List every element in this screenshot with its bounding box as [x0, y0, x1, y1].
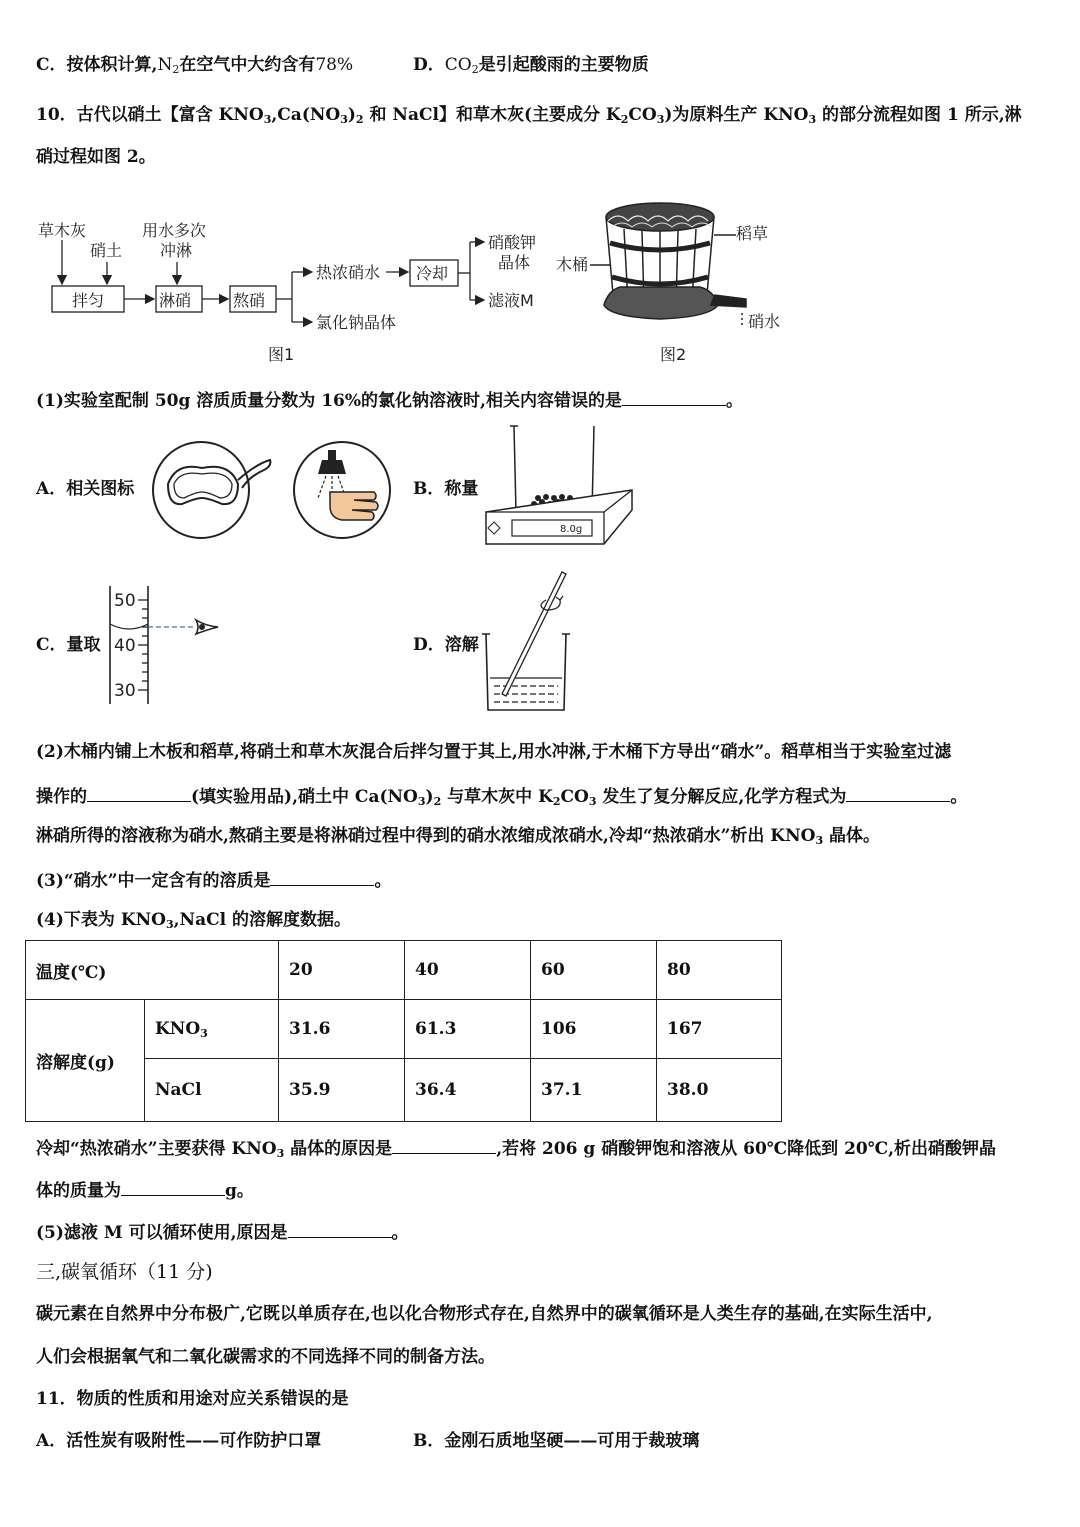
- label-kno3-2: 晶体: [498, 253, 531, 272]
- solubility-header: 溶解度(g): [26, 1000, 145, 1122]
- q11-stem: 11．物质的性质和用途对应关系错误的是: [36, 1389, 349, 1409]
- q10-part4: (4)下表为 $KNO_3,NaCl$ 的溶解度数据。: [36, 910, 352, 931]
- q10-1-option-c: C．量取: [36, 635, 101, 655]
- balance-reading: 8.0g: [560, 524, 583, 535]
- cylinder-mark-40: 40: [114, 636, 136, 656]
- section-3-intro-1: 碳元素在自然界中分布极广,它既以单质存在,也以化合物形式存在,自然界中的碳氧循环是人类生存的基础,在实际生活中,: [36, 1304, 933, 1324]
- temp-60: 60: [531, 941, 657, 1000]
- label-bucket: 木桶: [556, 255, 589, 274]
- label-hot-solution: 热浓硝水: [316, 263, 381, 282]
- q11-option-a: A．活性炭有吸附性——可作防护口罩: [36, 1431, 322, 1451]
- q10-intro-line2: 硝过程如图 2。: [36, 147, 156, 167]
- measuring-cylinder-figure: [100, 582, 230, 707]
- figure-1-caption: 图1: [268, 345, 295, 364]
- kno3-60: 106: [531, 1000, 657, 1059]
- label-ash: 草木灰: [38, 221, 87, 240]
- label-cool: 冷却: [416, 264, 449, 283]
- q11-option-b: B．金刚石质地坚硬——可用于裁玻璃: [413, 1431, 700, 1451]
- q10-part2-line3: 淋硝所得的溶液称为硝水,熬硝主要是将淋硝过程中得到的硝水浓缩成浓硝水,冷却“热浓硝水”析出 $KNO_3$ 晶体。: [36, 826, 881, 847]
- temp-header: 温度(℃): [26, 941, 279, 1000]
- q10-intro-line1: 10．古代以硝土【富含 $KNO_3,Ca(NO_3)_2$ 和 NaCl】和草木灰(主要成分 $K_2CO_3$)为原料生产 $KNO_3$ 的部分流程如图 1 所示,淋: [36, 105, 1022, 126]
- label-water-1: 用水多次: [142, 221, 207, 240]
- section-3-intro-2: 人们会根据氧气和二氧化碳需求的不同选择不同的制备方法。: [36, 1347, 495, 1367]
- q10-part5: (5)滤液 M 可以循环使用,原因是 。: [36, 1219, 409, 1244]
- goggles-icon: [146, 440, 276, 540]
- section-3-title: 三,碳氧循环（11 分): [36, 1261, 213, 1283]
- kno3-80: 167: [657, 1000, 782, 1059]
- label-nitre-water: 硝水: [748, 312, 781, 331]
- q10-part4-line2: 体的质量为 g。: [36, 1177, 254, 1202]
- q9-option-d: D．$CO_2$是引起酸雨的主要物质: [413, 55, 649, 76]
- nacl-60: 37.1: [531, 1059, 657, 1122]
- q10-1-option-d: D．溶解: [413, 635, 479, 655]
- cylinder-mark-30: 30: [114, 681, 136, 701]
- q10-1-option-b: B．称量: [413, 479, 479, 499]
- label-leach: 淋硝: [159, 291, 192, 310]
- label-mix: 拌匀: [72, 291, 105, 310]
- label-nacl-crystal: 氯化钠晶体: [316, 313, 397, 332]
- q9-option-c: C．按体积计算$,N_2$在空气中大约含有78%: [36, 55, 354, 76]
- q10-part4-line1: 冷却“热浓硝水”主要获得 $KNO_3$ 晶体的原因是 ,若将 206 g 硝酸钾饱和溶液从 60℃降低到 20℃,析出硝酸钾晶: [36, 1135, 996, 1160]
- q10-part2-line1: (2)木桶内铺上木板和稻草,将硝土和草木灰混合后拌匀置于其上,用水冲淋,于木桶下方导出“硝水”。稻草相当于实验室过滤: [36, 742, 952, 762]
- figure-1-flowchart: [30, 210, 590, 370]
- nacl-20: 35.9: [279, 1059, 405, 1122]
- temp-40: 40: [405, 941, 531, 1000]
- figure-2-bucket: [550, 195, 810, 370]
- beaker-stirring-figure: [476, 570, 576, 715]
- nacl-80: 38.0: [657, 1059, 782, 1122]
- temp-80: 80: [657, 941, 782, 1000]
- label-soil: 硝土: [90, 241, 123, 260]
- table-row: [26, 941, 782, 1000]
- kno3-20: 31.6: [279, 1000, 405, 1059]
- label-boil: 熬硝: [233, 291, 266, 310]
- table-row: [26, 1000, 782, 1059]
- label-straw: 稻草: [736, 224, 769, 243]
- q10-part2-line2: 操作的 (填实验用品),硝土中 $Ca(NO_3)_2$ 与草木灰中 $K_2CO_3$ 发生了复分解反应,化学方程式为 。: [36, 783, 967, 808]
- cylinder-mark-50: 50: [114, 591, 136, 611]
- label-kno3-1: 硝酸钾: [488, 233, 537, 252]
- hand-wash-icon: [292, 440, 396, 540]
- kno3-40: 61.3: [405, 1000, 531, 1059]
- q10-part3: (3)“硝水”中一定含有的溶质是 。: [36, 867, 391, 892]
- temp-20: 20: [279, 941, 405, 1000]
- label-filtrate: 滤液M: [488, 291, 534, 310]
- label-water-2: 冲淋: [160, 241, 193, 260]
- balance-figure: [484, 420, 639, 555]
- nacl-40: 36.4: [405, 1059, 531, 1122]
- q10-part1: (1)实验室配制 50g 溶质质量分数为 16%的氯化钠溶液时,相关内容错误的是 。: [36, 387, 743, 412]
- kno3-label: $KNO_3$: [145, 1000, 279, 1059]
- figure-2-caption: 图2: [660, 345, 687, 364]
- solubility-table: [25, 940, 782, 1122]
- q10-1-option-a: A．相关图标: [36, 479, 135, 499]
- nacl-label: NaCl: [145, 1059, 279, 1122]
